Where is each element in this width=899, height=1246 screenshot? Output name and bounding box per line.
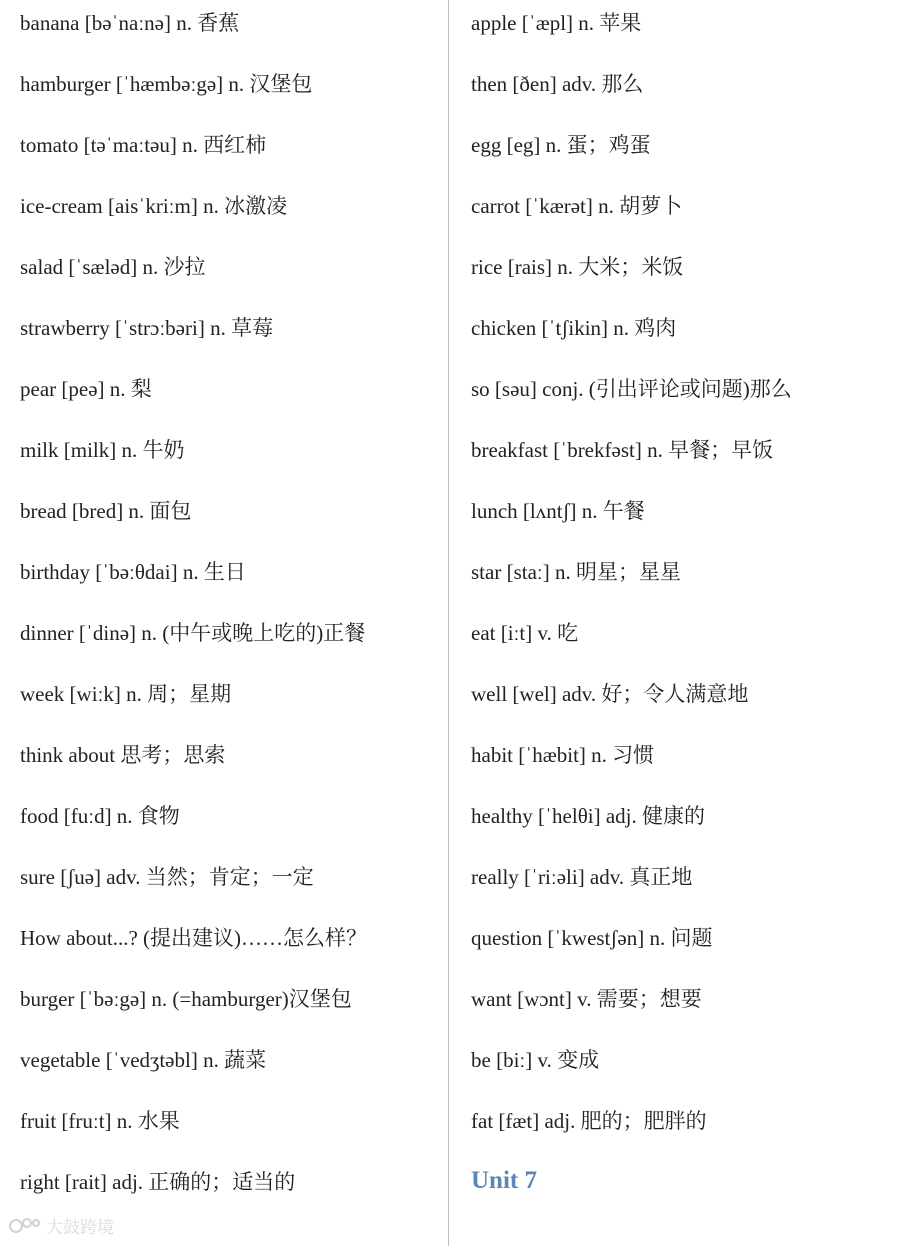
vocab-entry: carrot [ˈkærət] n. 胡萝卜 — [471, 194, 683, 218]
vocab-entry: hamburger [ˈhæmbəːgə] n. 汉堡包 — [20, 72, 313, 96]
vocab-entry: then [ðen] adv. 那么 — [471, 72, 644, 96]
vocab-entry: food [fuːd] n. 食物 — [20, 804, 180, 828]
vocab-entry: healthy [ˈhelθi] adj. 健康的 — [471, 804, 705, 828]
column-divider — [448, 0, 449, 1246]
vocab-entry: really [ˈriːəli] adv. 真正地 — [471, 865, 693, 889]
vocab-entry: bread [bred] n. 面包 — [20, 499, 192, 523]
vocab-entry: ice-cream [aisˈkriːm] n. 冰激凌 — [20, 194, 288, 218]
vocab-entry: habit [ˈhæbit] n. 习惯 — [471, 743, 655, 767]
vocab-entry: question [ˈkwestʃən] n. 问题 — [471, 926, 713, 950]
vocab-entry: tomato [təˈmaːtəu] n. 西红柿 — [20, 133, 267, 157]
vocab-entry: lunch [lʌntʃ] n. 午餐 — [471, 499, 645, 523]
vocab-entry: eat [iːt] v. 吃 — [471, 621, 579, 645]
vocab-entry: fat [fæt] adj. 肥的；肥胖的 — [471, 1109, 707, 1133]
watermark-text: 大鼓跨境 — [46, 1218, 114, 1238]
vocab-entry: birthday [ˈbəːθdai] n. 生日 — [20, 560, 246, 584]
vocab-entry: salad [ˈsæləd] n. 沙拉 — [20, 255, 206, 279]
vocab-entry: fruit [fruːt] n. 水果 — [20, 1109, 180, 1133]
vocab-entry: apple [ˈæpl] n. 苹果 — [471, 11, 642, 35]
vocab-entry: so [səu] conj. (引出评论或问题)那么 — [471, 377, 792, 401]
logo-icon — [8, 1216, 42, 1236]
unit-heading: Unit 7 — [471, 1167, 537, 1194]
vocab-entry: rice [rais] n. 大米；米饭 — [471, 255, 684, 279]
vocab-entry: strawberry [ˈstrɔːbəri] n. 草莓 — [20, 316, 274, 340]
vocab-entry: vegetable [ˈvedʒtəbl] n. 蔬菜 — [20, 1048, 267, 1072]
vocab-entry: dinner [ˈdinə] n. (中午或晚上吃的)正餐 — [20, 621, 366, 645]
vocab-entry: right [rait] adj. 正确的；适当的 — [20, 1170, 296, 1194]
vocab-entry: chicken [ˈtʃikin] n. 鸡肉 — [471, 316, 677, 340]
vocab-entry: week [wiːk] n. 周；星期 — [20, 682, 232, 706]
vocab-entry: milk [milk] n. 牛奶 — [20, 438, 185, 462]
vocab-entry: burger [ˈbəːgə] n. (=hamburger)汉堡包 — [20, 987, 352, 1011]
vocab-entry: well [wel] adv. 好；令人满意地 — [471, 682, 749, 706]
vocab-entry: egg [eg] n. 蛋；鸡蛋 — [471, 133, 651, 157]
vocab-entry: star [staː] n. 明星；星星 — [471, 560, 681, 584]
vocab-entry: How about...? (提出建议)……怎么样？ — [20, 926, 368, 950]
vocab-entry: pear [peə] n. 梨 — [20, 377, 152, 401]
vocab-entry: be [biː] v. 变成 — [471, 1048, 600, 1072]
watermark — [8, 1213, 114, 1238]
vocab-entry: breakfast [ˈbrekfəst] n. 早餐；早饭 — [471, 438, 774, 462]
vocab-entry: banana [bəˈnaːnə] n. 香蕉 — [20, 11, 240, 35]
vocab-entry: sure [ʃuə] adv. 当然；肯定；一定 — [20, 865, 314, 889]
vocab-entry: think about 思考；思索 — [20, 743, 226, 767]
vocab-entry: want [wɔnt] v. 需要；想要 — [471, 987, 702, 1011]
